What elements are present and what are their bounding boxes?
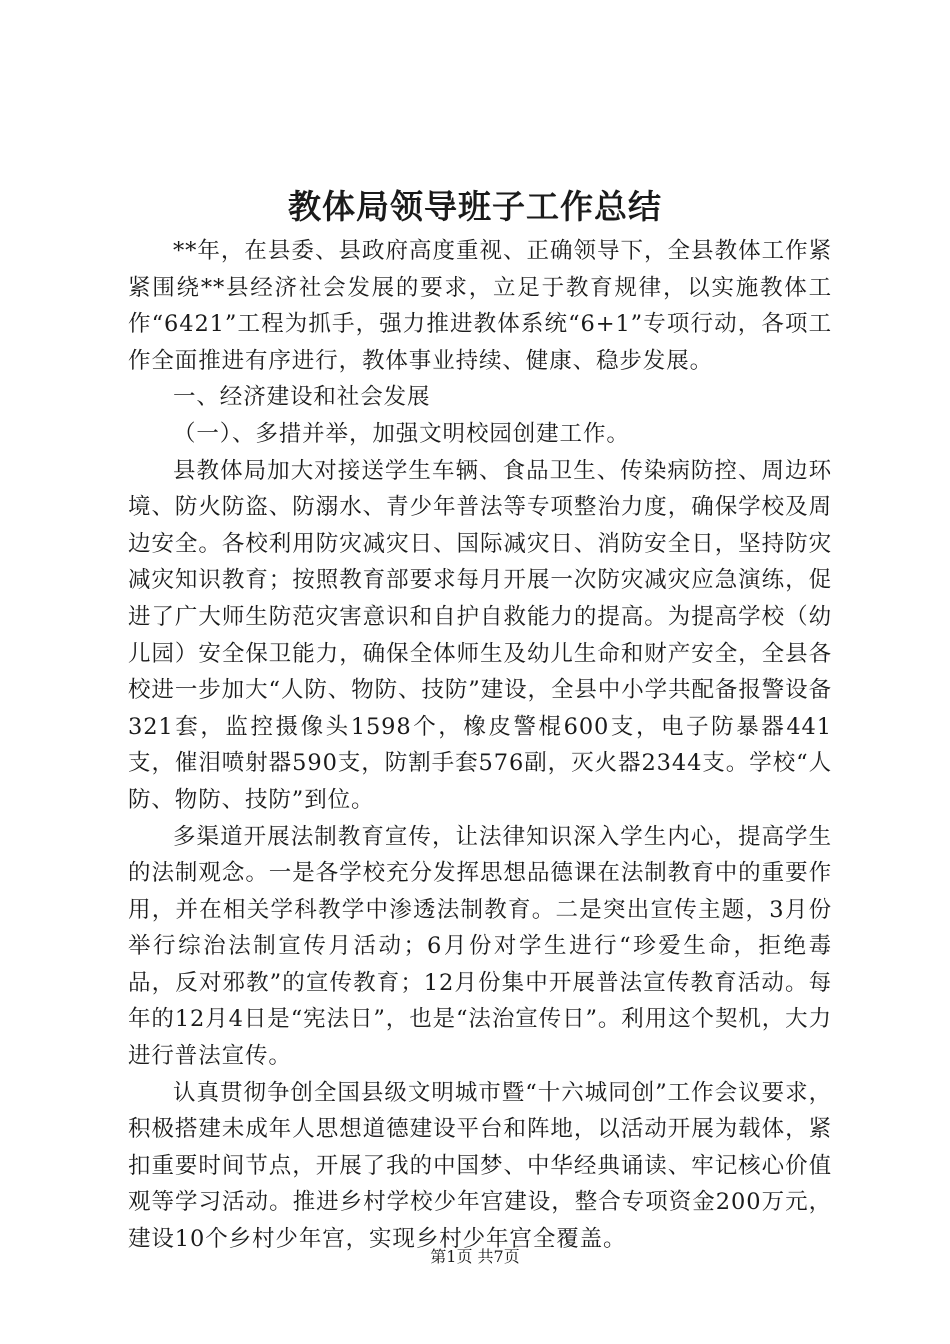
document-body (128, 233, 832, 1258)
document-title: 教体局领导班子工作总结 (288, 187, 662, 226)
safety-paragraph: 县教体局加大对接送学生车辆、食品卫生、传染病防控、周边环境、防火防盗、防溺水、青少年普法等专项整治力度，确保学校及周边安全。各校利用防灾减灾日、国际减灾日、消防安全日，坚持防灾减灾知识教育；按照教育部要求每月开展一次防灾减灾应急演练，促进了广大师生防范灾害意识和自护自救能力的提高。为提高学校（幼儿园）安全保卫能力，确保全体师生及幼儿生命和财产安全，全县各校进一步加大“人防、物防、技防”建设，全县中小学共配备报警设备321套，监控摄像头1598个，橡皮警棍600支，电子防暴器441支，催泪喷射器590支，防割手套576副，灭火器2344支。学校“人防、物防、技防”到位。 (128, 457, 832, 813)
section-heading: 一、经济建设和社会发展 (173, 384, 431, 411)
intro-paragraph: **年，在县委、县政府高度重视、正确领导下，全县教体工作紧紧围绕**县经济社会发展的要求，立足于教育规律，以实施教体工作“6421”工程为抓手，强力推进教体系统“6+1”专项行动，各项工作全面推进有序进行，教体事业持续、健康、稳步发展。 (128, 238, 832, 374)
page-number-footer: 第1页 共7页 (430, 1247, 520, 1266)
legal-education-paragraph: 多渠道开展法制教育宣传，让法律知识深入学生内心，提高学生的法制观念。一是各学校充分发挥思想品德课在法制教育中的重要作用，并在相关学科教学中渗透法制教育。二是突出宣传主题，3月份举行综治法制宣传月活动；6月份对学生进行“珍爱生命，拒绝毒品，反对邪教”的宣传教育；12月份集中开展普法宣传教育活动。每年的12月4日是“宪法日”，也是“法治宣传日”。利用这个契机，大力进行普法宣传。 (128, 823, 832, 1070)
civilization-paragraph: 认真贯彻争创全国县级文明城市暨“十六城同创”工作会议要求，积极搭建未成年人思想道德建设平台和阵地，以活动开展为载体，紧扣重要时间节点，开展了我的中国梦、中华经典诵读、牢记核心价值观等学习活动。推进乡村学校少年宫建设，整合专项资金200万元，建设10个乡村少年宫，实现乡村少年宫全覆盖。 (128, 1079, 832, 1253)
subsection-heading: （一）、多措并举，加强文明校园创建工作。 (173, 420, 630, 447)
